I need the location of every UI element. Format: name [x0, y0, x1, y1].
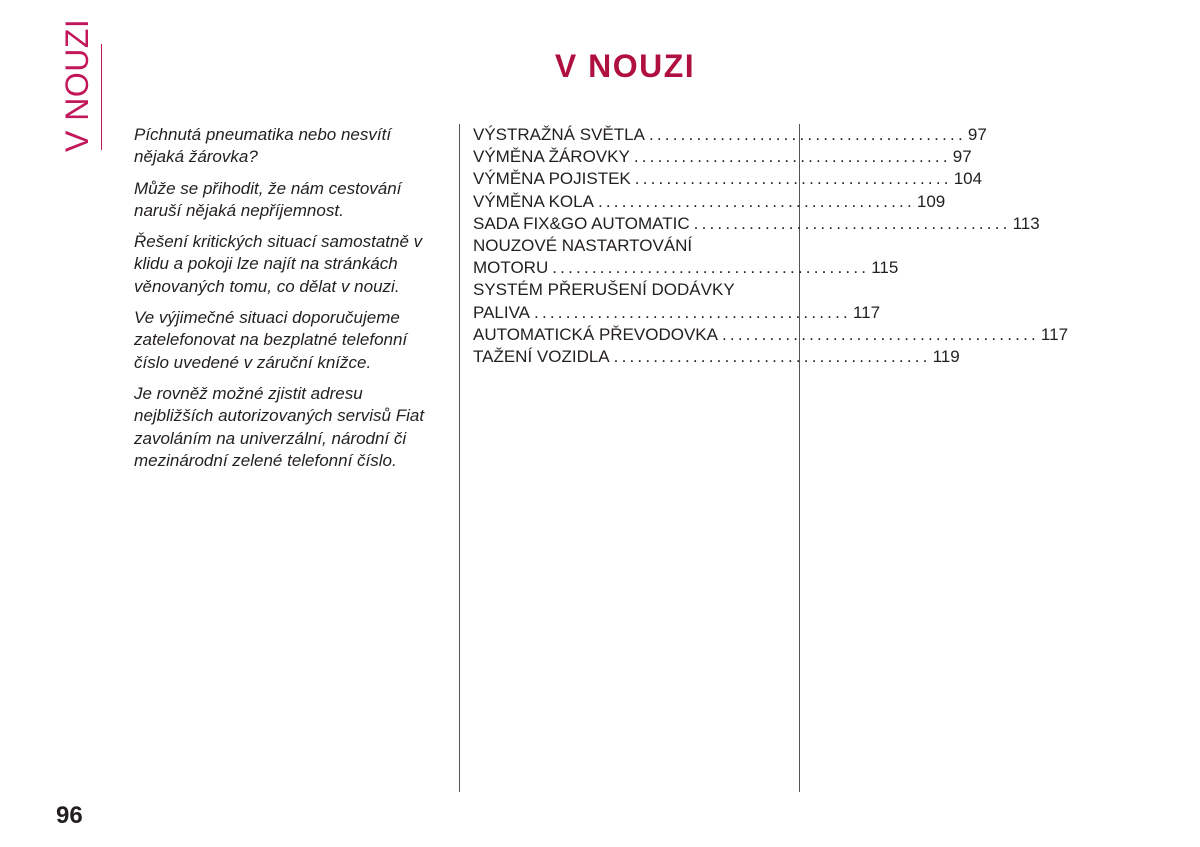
toc-entry-automatic-transmission[interactable] — [473, 324, 1069, 346]
toc-entry-page: 117 — [852, 302, 881, 322]
toc-leader-dots: ........................................ — [648, 125, 966, 144]
section-side-tab — [52, 18, 102, 152]
toc-entry-label: TAŽENÍ VOZIDLA — [473, 347, 610, 367]
toc-leader-dots: ........................................ — [633, 147, 951, 167]
toc-entry-label: SYSTÉM PŘERUŠENÍ DODÁVKY — [473, 280, 735, 300]
toc-entry-towing[interactable] — [473, 346, 960, 368]
intro-paragraph: Je rovněž možné zjistit adresu nejbližších autorizovaných servisů Fiat zavoláním na univerzální, národní či mezinárodní zelené telefonní číslo. — [134, 383, 425, 470]
toc-entry-label: VÝMĚNA POJISTEK — [473, 169, 631, 189]
toc-entry-page: 109 — [916, 191, 946, 211]
toc-leader-dots: ........................................ — [613, 347, 931, 367]
side-tab-rule — [101, 44, 102, 150]
toc-entry-fix-and-go[interactable] — [473, 213, 1040, 235]
toc-entry-label: SADA FIX&GO AUTOMATIC — [473, 213, 690, 233]
toc-entry-page: 97 — [967, 125, 987, 144]
toc-entry-fuel-cutoff-line1[interactable] — [473, 279, 785, 301]
intro-paragraph: Řešení kritických situací samostatně v klidu a pokoji lze najít na stránkách věnovaných tomu, co dělat v nouzi. — [134, 232, 423, 296]
toc-entry-page: 104 — [953, 169, 983, 189]
toc-leader-dots: ........................................ — [552, 258, 870, 278]
toc-entry-page: 117 — [1040, 324, 1069, 344]
toc-entry-page: 115 — [871, 258, 899, 278]
toc-entry-label: VÝMĚNA ŽÁROVKY — [473, 147, 630, 167]
toc-entry-label: NOUZOVÉ NASTARTOVÁNÍ — [473, 236, 693, 256]
intro-paragraph: Ve výjimečné situaci doporučujeme zatelefonovat na bezplatné telefonní číslo uvedené v záruční knížce. — [134, 308, 408, 372]
toc-entry-label: MOTORU — [473, 258, 549, 278]
toc-entry-warning-lights[interactable] — [473, 124, 987, 146]
toc-entry-emergency-start-line1[interactable] — [473, 235, 785, 257]
toc-entry-fuse-replacement[interactable] — [473, 168, 983, 190]
toc-entry-wheel-change[interactable] — [473, 191, 946, 213]
toc-leader-dots: ........................................ — [534, 302, 851, 322]
toc-leader-dots: ........................................ — [693, 213, 1011, 233]
toc-entry-bulb-replacement[interactable] — [473, 146, 972, 168]
toc-entry-label: VÝMĚNA KOLA — [473, 191, 594, 211]
toc-entry-emergency-start[interactable] — [473, 257, 899, 279]
toc-entry-fuel-cutoff[interactable] — [473, 302, 881, 324]
toc-entry-page: 97 — [952, 147, 972, 167]
intro-paragraph: Může se přihodit, že nám cestování naruší nějaká nepříjemnost. — [134, 178, 402, 220]
toc-entry-label: PALIVA — [473, 302, 531, 322]
page-number: 96 — [56, 802, 83, 829]
toc-entry-page: 113 — [1012, 213, 1040, 233]
intro-column — [134, 124, 444, 481]
intro-paragraph: Píchnutá pneumatika nebo nesvítí nějaká žárovka? — [134, 125, 392, 167]
toc-leader-dots: ........................................ — [721, 324, 1039, 344]
toc-entry-label: VÝSTRAŽNÁ SVĚTLA — [473, 125, 645, 144]
page-title: V NOUZI — [554, 48, 696, 84]
toc-entry-label: AUTOMATICKÁ PŘEVODOVKA — [473, 324, 718, 344]
toc-leader-dots: ........................................ — [597, 191, 915, 211]
table-of-contents — [473, 124, 1069, 368]
column-divider — [459, 124, 460, 792]
side-tab-label: V NOUZI — [59, 18, 95, 152]
toc-entry-page: 119 — [932, 347, 960, 367]
toc-leader-dots: ........................................ — [634, 169, 952, 189]
